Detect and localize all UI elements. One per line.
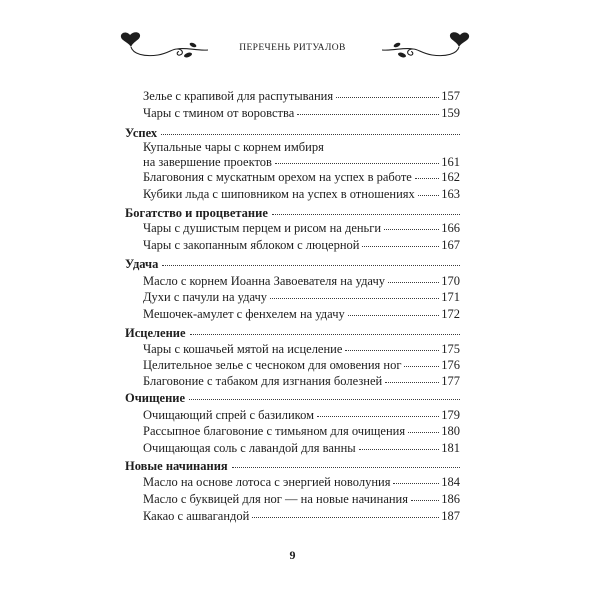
dot-leader	[411, 500, 439, 501]
toc-entry	[143, 407, 460, 423]
section-heading	[125, 390, 460, 406]
toc-entry	[143, 306, 460, 322]
entry-page: 184	[441, 475, 460, 489]
dot-leader	[336, 97, 439, 98]
dot-leader	[297, 114, 439, 115]
entry-page: 171	[441, 290, 460, 304]
dot-leader	[362, 246, 439, 247]
heading-rule	[190, 334, 460, 335]
toc-entry	[143, 169, 460, 185]
section-heading-text: Очищение	[125, 391, 186, 405]
dot-leader	[348, 315, 440, 316]
toc-entry	[143, 186, 460, 202]
entry-title: Какао с ашвагандой	[143, 509, 250, 523]
dot-leader	[270, 298, 439, 299]
entry-title: Чары с тмином от воровства	[143, 106, 295, 120]
dot-leader	[388, 282, 439, 283]
entry-page: 175	[441, 342, 460, 356]
section-heading	[125, 458, 460, 474]
dot-leader	[408, 432, 439, 433]
entry-title: Благовония с мускатным орехом на успех в работе	[143, 170, 412, 184]
section-heading-text: Успех	[125, 126, 158, 140]
entry-page: 166	[441, 221, 460, 235]
heading-rule	[189, 399, 460, 400]
entry-title: Духи с пачули на удачу	[143, 290, 268, 304]
section-heading-text: Удача	[125, 257, 159, 271]
toc-entry	[143, 373, 460, 389]
heading-rule	[272, 214, 460, 215]
toc-entry	[143, 423, 460, 439]
toc-entry	[143, 237, 460, 253]
dot-leader	[384, 229, 439, 230]
section-heading	[125, 205, 460, 221]
entry-page: 161	[441, 155, 460, 169]
toc-entry	[143, 341, 460, 357]
entry-title: Чары с закопанным яблоком с люцерной	[143, 238, 360, 252]
dot-leader	[393, 483, 439, 484]
dot-leader	[359, 449, 440, 450]
flourish-stem	[408, 47, 459, 56]
entry-page: 186	[441, 492, 460, 506]
entry-page: 181	[441, 441, 460, 455]
entry-title-line2: на завершение проектов	[143, 155, 272, 169]
dot-leader	[415, 178, 439, 179]
right-flourish-icon	[382, 30, 474, 60]
section-heading-text: Богатство и процветание	[125, 206, 268, 220]
section-heading-text: Новые начинания	[125, 459, 228, 473]
entry-title: Мешочек-амулет с фенхелем на удачу	[143, 307, 345, 321]
entry-title: Масло с корнем Иоанна Завоевателя на удачу	[143, 274, 386, 288]
dot-leader	[317, 416, 439, 417]
heading-rule	[161, 134, 460, 135]
entry-title: Благовоние с табаком для изгнания болезней	[143, 374, 383, 388]
dot-leader	[252, 517, 439, 518]
entry-title: Целительное зелье с чесноком для омовения ног	[143, 358, 402, 372]
entry-page: 167	[441, 238, 460, 252]
entry-page: 179	[441, 408, 460, 422]
toc-entry	[143, 273, 460, 289]
running-title: ПЕРЕЧЕНЬ РИТУАЛОВ	[239, 43, 346, 53]
entry-title: Очищающая соль с лавандой для ванны	[143, 441, 356, 455]
entry-page: 180	[441, 424, 460, 438]
heading-rule	[162, 265, 460, 266]
toc-entry	[143, 508, 460, 524]
toc-entry	[143, 105, 460, 121]
entry-page: 172	[441, 307, 460, 321]
flourish-leaf	[397, 52, 406, 59]
dot-leader	[385, 382, 439, 383]
dot-leader	[345, 350, 439, 351]
heading-rule	[232, 467, 460, 468]
toc-entry	[143, 474, 460, 490]
entry-page: 157	[441, 89, 460, 103]
section-heading	[125, 256, 460, 272]
entry-page: 176	[441, 358, 460, 372]
toc-entry	[143, 154, 460, 170]
toc-entry	[143, 220, 460, 236]
entry-title: Чары с душистым перцем и рисом на деньги	[143, 221, 382, 235]
entry-title: Масло с буквицей для ног — на новые начинания	[143, 492, 408, 506]
toc-entry	[143, 440, 460, 456]
dot-leader	[404, 366, 439, 367]
page-number: 9	[289, 548, 296, 562]
entry-title-line1: Купальные чары с корнем имбиря	[143, 140, 324, 154]
entry-title: Масло на основе лотоса с энергией новолуния	[143, 475, 391, 489]
entry-page: 163	[441, 187, 460, 201]
dot-leader	[275, 163, 439, 164]
entry-page: 159	[441, 106, 460, 120]
entry-title: Кубики льда с шиповником на успех в отношениях	[143, 187, 415, 201]
flourish-leaf	[393, 42, 401, 48]
entry-title: Очищающий спрей с базиликом	[143, 408, 314, 422]
section-heading-text: Исцеление	[125, 326, 186, 340]
entry-title: Чары с кошачьей мятой на исцеление	[143, 342, 343, 356]
entry-page: 162	[441, 170, 460, 184]
section-heading	[125, 325, 460, 341]
toc-entry	[143, 88, 460, 104]
entry-page: 170	[441, 274, 460, 288]
entry-title: Рассыпное благовоние с тимьяном для очищения	[143, 424, 406, 438]
entry-title: Зелье с крапивой для распутывания	[143, 89, 334, 103]
toc-entry	[143, 491, 460, 507]
entry-page: 177	[441, 374, 460, 388]
toc-entry	[143, 357, 460, 373]
toc-entry	[143, 289, 460, 305]
dot-leader	[418, 195, 439, 196]
flourish-mirror-group	[382, 32, 469, 58]
entry-page: 187	[441, 509, 460, 523]
flourish-leaf	[450, 32, 469, 47]
